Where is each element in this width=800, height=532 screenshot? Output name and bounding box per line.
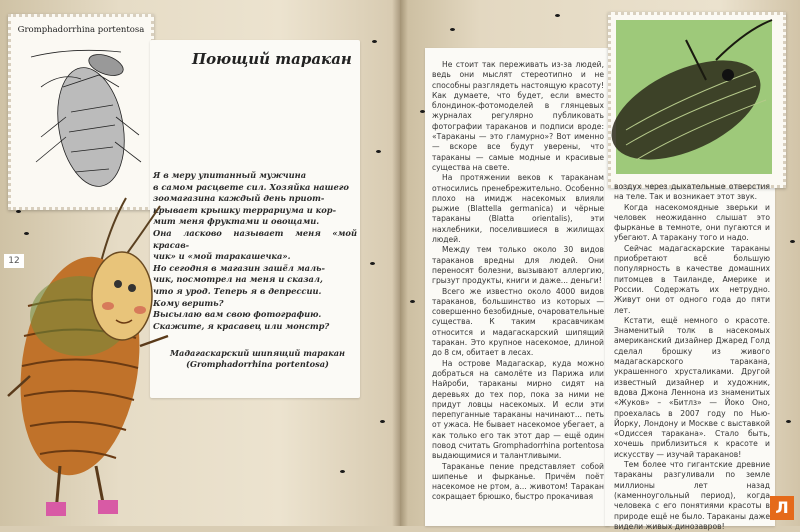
article-column-2 (614, 182, 770, 532)
story-line: зоомагазина каждый день приот- (153, 193, 325, 204)
publisher-logo: Л (770, 496, 794, 520)
page-title: Поющий таракан (192, 50, 352, 68)
cockroach-closeup-icon (616, 20, 772, 174)
story-line: чик» и «мой таракашечка». (153, 251, 291, 262)
caption-line: (Gromphadorrhina portentosa) (186, 359, 329, 369)
paper-speck (372, 40, 377, 43)
article-paragraph: воздух через дыхательные отверстия на теле. Так и возникает этот звук. (614, 182, 770, 202)
paper-speck (790, 240, 795, 243)
story-line: Но сегодня в магазин зашёл маль- (153, 262, 325, 273)
paper-speck (340, 470, 345, 473)
paper-speck (410, 300, 415, 303)
article-paragraph: Между тем только около 30 видов тараканов вредны для людей. Они переносят болезни, вызывают аллергию, грызут продукты, книги и даже... деньги! (432, 245, 604, 286)
story-line: Я в меру упитанный мужчина (153, 170, 307, 180)
cockroach-photo (616, 20, 772, 174)
story-line: Высылаю вам свою фотографию. (153, 309, 322, 320)
article-paragraph: Тем более что гигантские древние тараканы разгуливали по земле миллионы лет назад (каменноугольный период), когда человека с его понятиями красоты в природе ещё не было. Тараканы даже видели живых динозавров! (614, 460, 770, 531)
story-line: Скажите, я красавец или монстр? (153, 320, 330, 331)
paper-speck (370, 262, 375, 265)
story-line: в самом расцвете сил. Хозяйка нашего (153, 181, 349, 192)
cockroach-engraving (11, 17, 151, 207)
article-column-1 (432, 60, 604, 503)
article-paragraph: Всего же известно около 4000 видов тараканов, большинство из которых — совершенно безобидные, очаровательные существа. К таким красавчикам относится и мадагаскарский шипящий таракан. Это крупное насекомое, длиной до 8 см, обитает в лесах. (432, 286, 604, 358)
paper-speck (376, 150, 381, 153)
book-gutter (392, 0, 408, 526)
article-paragraph: Не стоит так переживать из-за людей, ведь они мыслят стереотипно и не способны разглядеть настоящую красоту! Как думаете, что будет, если вместо блондинок-фотомоделей в глянцевых журналах регулярно публиковать фотографии тараканов и подписи вроде: «Тараканы — это гламурно»? Вот именно — вскоре все будут уверены, что тараканы — самые модные и красивые существа на свете. (432, 60, 604, 172)
article-paragraph: Сейчас мадагаскарские тараканы приобретают всё большую популярность в качестве домашних питомцев в Таиланде, Америке и России. Содержать их нетрудно. Живут они от одного года до пяти лет. (614, 243, 770, 315)
cartoon-cockroach (0, 196, 190, 526)
article-paragraph: Тараканье пение представляет собой шипенье и фырканье. Причём поёт насекомое не ртом, а... животом! Таракан сокращает брюшко, быстро прокачивая (432, 461, 604, 502)
page-number: 12 (4, 254, 24, 268)
story-line: мит меня фруктами и овощами. (153, 216, 320, 227)
specimen-stamp (8, 14, 154, 210)
story-line: крывает крышку террариума и кор- (153, 204, 337, 215)
paper-speck (450, 28, 455, 31)
story-line: Кому верить? (153, 297, 224, 308)
story-line: Она ласково называет меня «мой красав- (153, 227, 357, 250)
article-paragraph: Кстати, ещё немного о красоте. Знаменитый толк в насекомых американский дизайнер Джаред Голд сделал брошку из живого мадагаскарского таракана, украшенного хрусталиками. Другой известный дизайнер и художник, вдова Джона Леннона из знаменитых «Жуков» – «Битлз» — Йоко Оно, проехалась в 2007 году по Нью-Йорку, Лондону и Москве с выставкой «Одиссея таракана». Стало быть, хочешь приблизиться к красоте и искусству — изучай тараканов! (614, 315, 770, 459)
article-paragraph: На острове Мадагаскар, куда можно добраться на самолёте из Парижа или Найроби, тараканы мирно сидят на деревьях до тех пор, пока за ними не придут ловцы насекомых. И если эти перепуганные тараканы начинают... петь от ужаса. Не бывает насекомое убегает, а как только его так этот дар — ещё один повод считать Gromphadorrhina portentosa выдающимися и талантливыми. (432, 358, 604, 461)
article-paragraph: На протяжении веков к тараканам относились пренебрежительно. Особенно плохо на имидж насекомых влияли рыжие (Blattella germanica) и чёрные тараканы (Blatta orientalis), эти нахлебники, поселившиеся в жилищах людей. (432, 173, 604, 245)
paper-speck (786, 420, 791, 423)
paper-speck (380, 420, 385, 423)
paper-speck (555, 14, 560, 17)
article-paragraph: Когда насекомоядные зверьки и человек неожиданно слышат это фырканье в темноте, они пугаются и убегают. А таракану того и надо. (614, 202, 770, 243)
stamp-caption: Gromphadorrhina portentosa (17, 25, 145, 35)
story-line: чик, посмотрел на меня и сказал, (153, 274, 323, 285)
story-line: что я урод. Теперь я в депрессии. (153, 285, 322, 296)
caption-line: Мадагаскарский шипящий таракан (169, 348, 346, 358)
